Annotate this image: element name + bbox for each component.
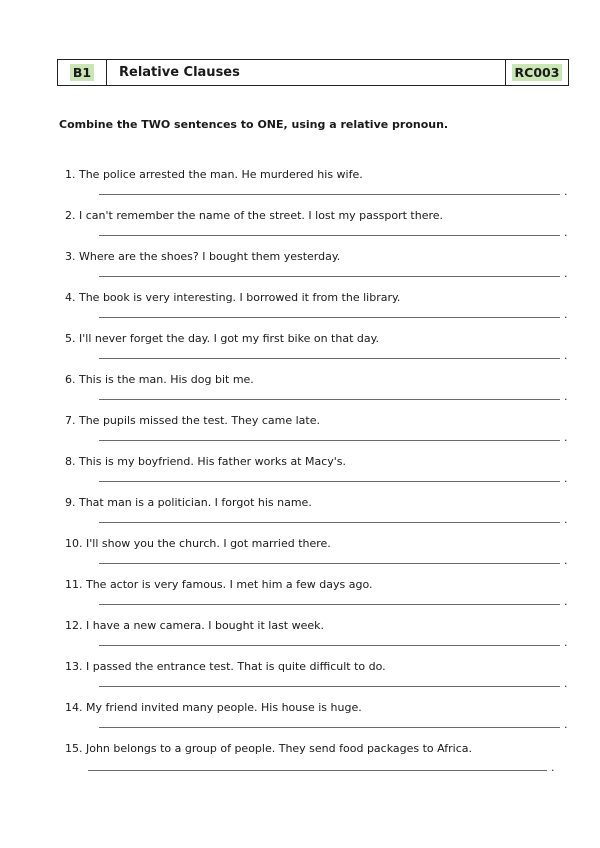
- exercise-prompt: 5. I'll never forget the day. I got my first bike on that day.: [65, 332, 380, 345]
- exercise-prompt: 15. John belongs to a group of people. They send food packages to Africa.: [65, 742, 473, 755]
- exercise-prompt: 4. The book is very interesting. I borrowed it from the library.: [65, 291, 401, 304]
- exercise-item: [0, 332, 600, 373]
- answer-period: .: [564, 349, 568, 362]
- answer-line[interactable]: [88, 770, 547, 771]
- answer-period: .: [564, 267, 568, 280]
- level-badge: B1: [70, 64, 94, 81]
- exercise-item: [0, 537, 600, 578]
- answer-line[interactable]: [99, 727, 560, 728]
- exercise-prompt: 9. That man is a politician. I forgot his name.: [65, 496, 312, 509]
- exercise-item: [0, 578, 600, 619]
- exercise-item: [0, 742, 600, 783]
- exercise-prompt: 7. The pupils missed the test. They came late.: [65, 414, 320, 427]
- answer-period: .: [564, 513, 568, 526]
- exercise-prompt: 14. My friend invited many people. His house is huge.: [65, 701, 362, 714]
- exercise-prompt: 13. I passed the entrance test. That is quite difficult to do.: [65, 660, 386, 673]
- exercise-item: [0, 209, 600, 250]
- answer-line[interactable]: [99, 563, 560, 564]
- worksheet-title: Relative Clauses: [119, 65, 240, 80]
- answer-line[interactable]: [99, 235, 560, 236]
- exercise-item: [0, 414, 600, 455]
- answer-line[interactable]: [99, 358, 560, 359]
- exercise-prompt: 1. The police arrested the man. He murdered his wife.: [65, 168, 363, 181]
- answer-period: .: [564, 636, 568, 649]
- answer-period: .: [564, 431, 568, 444]
- answer-period: .: [564, 472, 568, 485]
- exercise-item: [0, 373, 600, 414]
- answer-line[interactable]: [99, 604, 560, 605]
- answer-period: .: [564, 595, 568, 608]
- answer-line[interactable]: [99, 440, 560, 441]
- answer-line[interactable]: [99, 317, 560, 318]
- exercise-item: [0, 168, 600, 209]
- code-cell: [505, 60, 568, 85]
- exercise-prompt: 12. I have a new camera. I bought it last week.: [65, 619, 325, 632]
- exercise-prompt: 10. I'll show you the church. I got married there.: [65, 537, 331, 550]
- exercise-prompt: 6. This is the man. His dog bit me.: [65, 373, 254, 386]
- answer-period: .: [564, 226, 568, 239]
- exercise-item: [0, 455, 600, 496]
- exercise-item: [0, 291, 600, 332]
- exercise-list: [0, 168, 600, 783]
- answer-line[interactable]: [99, 276, 560, 277]
- answer-period: .: [564, 185, 568, 198]
- answer-line[interactable]: [99, 481, 560, 482]
- worksheet-code-badge: RC003: [512, 64, 563, 81]
- answer-line[interactable]: [99, 194, 560, 195]
- exercise-prompt: 11. The actor is very famous. I met him a few days ago.: [65, 578, 373, 591]
- exercise-item: [0, 619, 600, 660]
- instruction: Combine the TWO sentences to ONE, using a relative pronoun.: [59, 118, 449, 131]
- exercise-item: [0, 660, 600, 701]
- exercise-prompt: 3. Where are the shoes? I bought them yesterday.: [65, 250, 341, 263]
- worksheet-header: [57, 59, 569, 86]
- exercise-prompt: 2. I can't remember the name of the street. I lost my passport there.: [65, 209, 444, 222]
- exercise-item: [0, 496, 600, 537]
- answer-line[interactable]: [99, 399, 560, 400]
- exercise-item: [0, 701, 600, 742]
- exercise-prompt: 8. This is my boyfriend. His father works at Macy's.: [65, 455, 347, 468]
- answer-period: .: [564, 718, 568, 731]
- level-cell: [58, 60, 107, 85]
- answer-period: .: [551, 761, 555, 774]
- answer-line[interactable]: [99, 645, 560, 646]
- answer-period: .: [564, 390, 568, 403]
- answer-line[interactable]: [99, 686, 560, 687]
- answer-period: .: [564, 308, 568, 321]
- exercise-item: [0, 250, 600, 291]
- answer-line[interactable]: [99, 522, 560, 523]
- answer-period: .: [564, 554, 568, 567]
- answer-period: .: [564, 677, 568, 690]
